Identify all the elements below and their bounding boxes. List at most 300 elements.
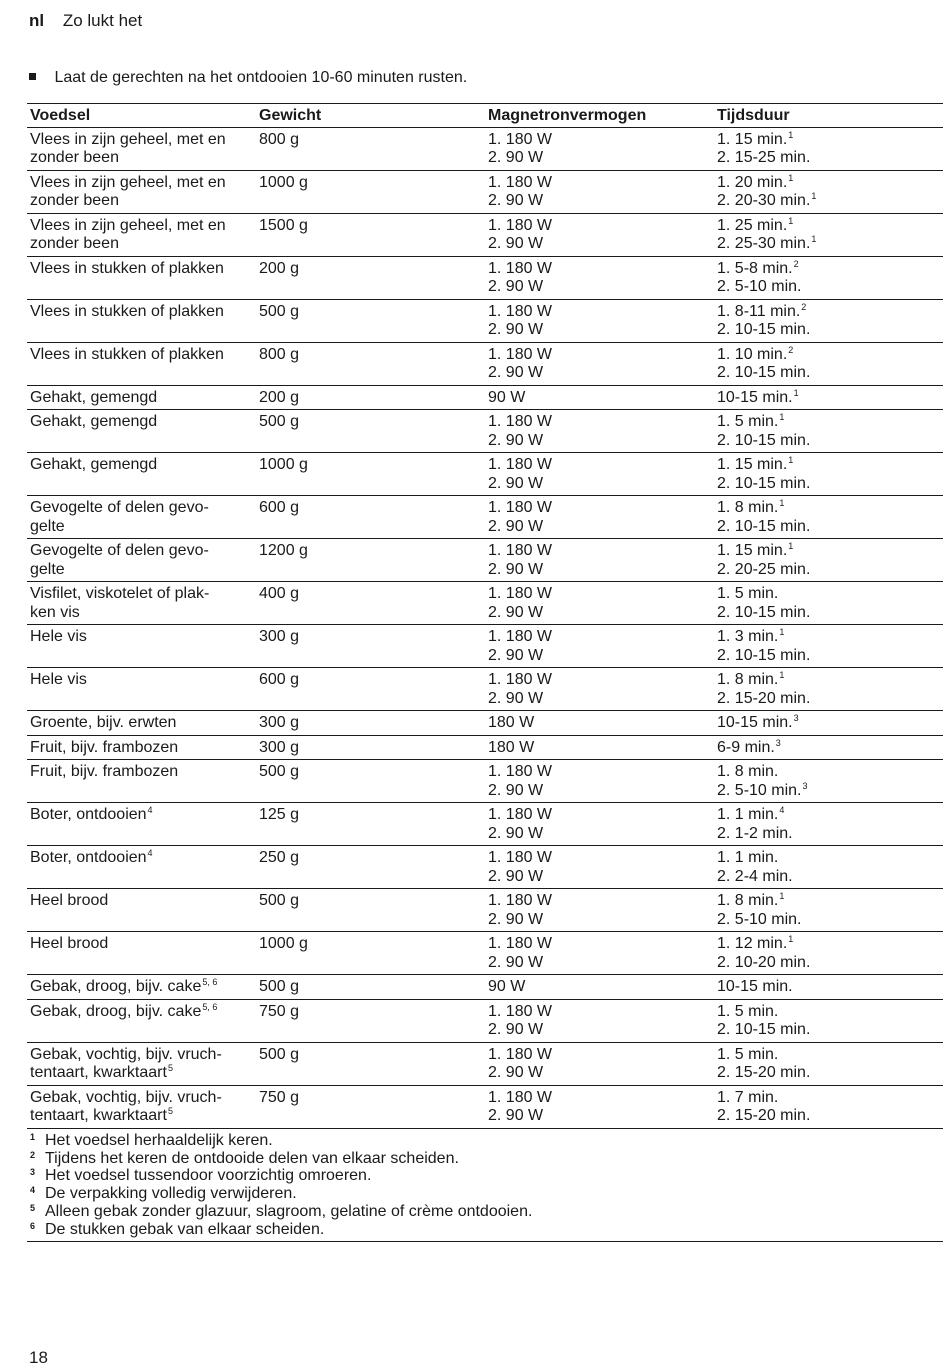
footnote-ref: 1 [788, 129, 794, 140]
cell-time [717, 1089, 943, 1126]
intro-text: Laat de gerechten na het ontdooien 10-60 minuten rusten. [54, 69, 468, 86]
time-text: 1. 25 min. [717, 216, 788, 234]
cell-food [27, 714, 259, 733]
food-text: Hele vis [30, 671, 87, 688]
cell-power [488, 714, 717, 733]
footnote-text: Tijdens het keren de ontdooide delen van elkaar scheiden. [45, 1149, 459, 1167]
time-line [717, 192, 943, 211]
footnote-ref: 4 [147, 848, 153, 858]
table-row [27, 343, 943, 386]
time-text: 1. 8 min. [717, 763, 779, 780]
cell-power [488, 456, 717, 493]
table-row [27, 171, 943, 214]
footnote-ref: 4 [147, 805, 153, 815]
food-text: Vlees in zijn geheel, met en [30, 130, 226, 148]
cell-food [27, 499, 259, 536]
food-text: Vlees in stukken of plakken [30, 345, 224, 363]
footnote-ref: 1 [779, 670, 785, 680]
time-line [717, 475, 943, 494]
defrost-table [27, 103, 943, 1129]
table-row [27, 1000, 943, 1043]
cell-food [27, 806, 259, 843]
cell-power [488, 217, 717, 254]
table-row [27, 625, 943, 668]
cell-food [27, 978, 259, 997]
cell-food [27, 628, 259, 665]
cell-power [488, 935, 717, 972]
cell-weight: 125 g [259, 806, 300, 823]
cell-time [717, 1003, 943, 1040]
cell-weight: 750 g [259, 1002, 300, 1020]
footnote-ref: 1 [793, 387, 799, 398]
time-text: 1. 5 min. [717, 413, 779, 430]
table-row [27, 214, 943, 257]
time-text: 6-9 min. [717, 738, 775, 756]
power-text: 1. 180 W [488, 302, 553, 320]
cell-time [717, 849, 943, 886]
food-text: Gehakt, gemengd [30, 413, 158, 430]
power-text: 1. 180 W [488, 1002, 553, 1020]
footnote-ref: 2 [793, 258, 799, 269]
power-text: 180 W [488, 714, 535, 731]
table-row [27, 932, 943, 975]
time-text: 2. 15-20 min. [717, 1064, 811, 1081]
cell-power [488, 389, 717, 408]
time-text: 1. 7 min. [717, 1088, 779, 1106]
power-text: 2. 90 W [488, 689, 544, 707]
footnote-ref: 1 [788, 934, 794, 944]
footnote [27, 1167, 943, 1185]
power-text: 1. 180 W [488, 413, 553, 430]
food-text: tentaart, kwarktaart$^5$ [30, 1106, 173, 1124]
food-text: zonder been [30, 235, 119, 252]
cell-time [717, 585, 943, 622]
cell-time [717, 739, 943, 758]
power-text: 1. 180 W [488, 671, 553, 688]
footnote-text: Het voedsel herhaaldelijk keren. [45, 1132, 273, 1149]
cell-time [717, 892, 943, 929]
table-row [27, 539, 943, 582]
time-line [717, 1089, 943, 1108]
footnote-ref: 3 [793, 713, 799, 723]
time-line [717, 806, 943, 825]
intro-bullet [29, 69, 467, 87]
cell-food [27, 1046, 259, 1083]
time-line [717, 868, 943, 887]
cell-food [27, 892, 259, 929]
power-text: 1. 180 W [488, 763, 553, 780]
time-line [717, 647, 943, 666]
cell-food [27, 739, 259, 758]
food-text: Vlees in stukken of plakken [30, 259, 224, 277]
cell-power [488, 739, 717, 758]
footnote-ref: 2 [788, 344, 794, 355]
power-text: 1. 180 W [488, 173, 553, 191]
cell-time [717, 346, 943, 383]
footnote [27, 1132, 943, 1150]
cell-weight: 200 g [259, 388, 300, 406]
footnote-ref: 1 [788, 455, 794, 465]
cell-power [488, 174, 717, 211]
food-text: Gevogelte of delen gevo- [30, 542, 209, 559]
time-line [717, 303, 943, 322]
cell-weight: 750 g [259, 1088, 300, 1106]
cell-weight: 500 g [259, 413, 300, 430]
power-text: 1. 180 W [488, 935, 553, 952]
language-code: nl [29, 11, 45, 30]
footnote-ref: 5, 6 [202, 1001, 218, 1012]
table-row [27, 736, 943, 761]
power-text: 2. 90 W [488, 910, 544, 928]
power-text: 1. 180 W [488, 130, 553, 148]
time-line [717, 131, 943, 150]
column-header-weight: Gewicht [259, 107, 322, 124]
footnote-ref: 1 [788, 215, 794, 226]
page-number: 18 [29, 1348, 48, 1367]
time-line [717, 1064, 943, 1083]
time-text: 2. 10-15 min. [717, 1021, 811, 1038]
table-header-row [27, 104, 943, 128]
cell-time [717, 456, 943, 493]
power-text: 90 W [488, 388, 526, 406]
food-text: zonder been [30, 192, 119, 209]
cell-power [488, 499, 717, 536]
time-line [717, 782, 943, 801]
cell-power [488, 131, 717, 168]
power-text: 2. 90 W [488, 953, 544, 971]
footnote [27, 1150, 943, 1168]
power-text: 1. 180 W [488, 345, 553, 363]
cell-weight: 500 g [259, 763, 300, 780]
cell-weight: 500 g [259, 1045, 300, 1063]
time-line [717, 174, 943, 193]
time-text: 2. 10-15 min. [717, 474, 811, 492]
food-text: Gebak, droog, bijv. cake$^{5, 6}$ [30, 977, 218, 995]
cell-time [717, 763, 943, 800]
footnote-number: 1 [30, 1132, 36, 1142]
power-text: 1. 180 W [488, 1045, 553, 1063]
cell-food [27, 542, 259, 579]
food-text: Groente, bijv. erwten [30, 714, 177, 731]
power-text: 1. 180 W [488, 1088, 553, 1106]
cell-food [27, 217, 259, 254]
cell-weight: 1000 g [259, 173, 308, 191]
power-text: 2. 90 W [488, 235, 544, 252]
power-text: 2. 90 W [488, 867, 544, 885]
food-text: Fruit, bijv. frambozen [30, 763, 179, 780]
power-text: 2. 90 W [488, 431, 544, 449]
cell-weight: 1000 g [259, 456, 308, 473]
cell-weight: 800 g [259, 345, 300, 363]
power-text: 1. 180 W [488, 216, 553, 234]
time-text: 10-15 min. [717, 978, 793, 995]
food-text: Heel brood [30, 935, 109, 952]
cell-time [717, 542, 943, 579]
footnote-text: Alleen gebak zonder glazuur, slagroom, gelatine of crème ontdooien. [45, 1202, 533, 1220]
time-text: 1. 10 min. [717, 345, 788, 363]
food-text: Vlees in zijn geheel, met en [30, 216, 226, 234]
footnote-number: 6 [30, 1220, 36, 1231]
power-text: 2. 90 W [488, 603, 544, 621]
time-line [717, 935, 943, 954]
column-header-food: Voedsel [30, 107, 91, 124]
cell-power [488, 260, 717, 297]
time-line [717, 978, 943, 997]
cell-power [488, 542, 717, 579]
cell-power [488, 849, 717, 886]
power-text: 2. 90 W [488, 364, 544, 381]
food-text: Boter, ontdooien$^4$ [30, 848, 153, 866]
footnote-number: 3 [30, 1167, 36, 1178]
footnote-ref: 5 [167, 1106, 173, 1116]
cell-food [27, 389, 259, 408]
time-line [717, 235, 943, 254]
cell-time [717, 714, 943, 733]
food-text: Boter, ontdooien$^4$ [30, 805, 153, 823]
footnote [27, 1203, 943, 1221]
cell-power [488, 585, 717, 622]
footnote-ref: 1 [788, 541, 794, 551]
time-line [717, 518, 943, 537]
power-text: 1. 180 W [488, 456, 553, 473]
time-text: 1. 12 min. [717, 935, 788, 952]
cell-food [27, 413, 259, 450]
time-line [717, 1046, 943, 1065]
footnote-ref: 1 [779, 891, 785, 901]
time-text: 1. 5 min. [717, 1002, 779, 1020]
time-line [717, 911, 943, 930]
cell-power [488, 303, 717, 340]
time-line [717, 1021, 943, 1040]
table-row [27, 257, 943, 300]
footnote-ref: 3 [775, 737, 781, 748]
time-line [717, 346, 943, 365]
table-row [27, 386, 943, 411]
cell-power [488, 671, 717, 708]
food-text: Gehakt, gemengd [30, 456, 158, 473]
time-line [717, 542, 943, 561]
power-text: 2. 90 W [488, 781, 544, 799]
cell-weight: 1000 g [259, 935, 308, 952]
time-line [717, 413, 943, 432]
cell-food [27, 763, 259, 800]
footnote-text: Het voedsel tussendoor voorzichtig omroeren. [45, 1167, 372, 1185]
time-text: 1. 1 min. [717, 849, 779, 866]
cell-power [488, 628, 717, 665]
cell-weight: 600 g [259, 499, 300, 516]
power-text: 2. 90 W [488, 278, 544, 295]
power-text: 180 W [488, 738, 535, 756]
cell-weight: 600 g [259, 671, 300, 688]
food-text: Gevogelte of delen gevo- [30, 499, 209, 516]
power-text: 2. 90 W [488, 517, 544, 535]
time-line [717, 714, 943, 733]
table-row [27, 128, 943, 171]
footnote-ref: 1 [811, 234, 817, 244]
food-text: Visfilet, viskotelet of plak- [30, 585, 210, 602]
cell-weight: 200 g [259, 259, 300, 277]
food-text: Gebak, vochtig, bijv. vruch- [30, 1045, 222, 1063]
footnote-ref: 1 [779, 627, 785, 637]
cell-power [488, 1046, 717, 1083]
cell-time [717, 628, 943, 665]
time-text: 1. 20 min. [717, 173, 788, 191]
power-text: 90 W [488, 978, 526, 995]
cell-time [717, 131, 943, 168]
footnote-ref: 3 [802, 780, 808, 791]
power-text: 2. 90 W [488, 149, 544, 166]
table-row [27, 453, 943, 496]
cell-power [488, 1089, 717, 1126]
food-text: gelte [30, 560, 65, 578]
time-line [717, 763, 943, 782]
time-text: 2. 10-15 min. [717, 321, 811, 338]
time-text: 1. 3 min. [717, 628, 779, 645]
food-text: tentaart, kwarktaart$^5$ [30, 1063, 173, 1081]
power-text: 1. 180 W [488, 499, 553, 516]
cell-weight: 1500 g [259, 216, 308, 234]
cell-power [488, 978, 717, 997]
food-text: Gebak, droog, bijv. cake$^{5, 6}$ [30, 1001, 218, 1020]
time-line [717, 739, 943, 758]
time-line [717, 389, 943, 408]
cell-time [717, 413, 943, 450]
time-line [717, 260, 943, 279]
cell-weight: 500 g [259, 978, 300, 995]
time-text: 2. 10-15 min. [717, 646, 811, 664]
food-text: Hele vis [30, 628, 87, 645]
power-text: 1. 180 W [488, 259, 553, 277]
food-text: Gehakt, gemengd [30, 388, 158, 406]
square-bullet-icon [29, 73, 36, 80]
cell-power [488, 806, 717, 843]
power-text: 1. 180 W [488, 892, 553, 909]
cell-weight: 300 g [259, 628, 300, 645]
cell-time [717, 174, 943, 211]
power-text: 2. 90 W [488, 1107, 544, 1124]
cell-weight: 250 g [259, 849, 300, 866]
cell-time [717, 806, 943, 843]
time-text: 2. 15-25 min. [717, 149, 811, 166]
table-row [27, 803, 943, 846]
time-line [717, 456, 943, 475]
footnote [27, 1185, 943, 1203]
cell-time [717, 389, 943, 408]
time-text: 2. 5-10 min. [717, 781, 802, 799]
time-text: 2. 15-20 min. [717, 689, 811, 707]
power-text: 2. 90 W [488, 560, 544, 578]
food-text: Fruit, bijv. frambozen [30, 738, 179, 756]
footnote-ref: 1 [779, 498, 785, 508]
time-text: 2. 5-10 min. [717, 278, 802, 295]
time-text: 2. 10-15 min. [717, 431, 811, 449]
cell-food [27, 346, 259, 383]
time-text: 2. 15-20 min. [717, 1107, 811, 1124]
time-line [717, 954, 943, 973]
cell-food [27, 671, 259, 708]
time-text: 1. 1 min. [717, 806, 779, 823]
cell-weight: 400 g [259, 585, 300, 602]
power-text: 1. 180 W [488, 849, 553, 866]
power-text: 1. 180 W [488, 628, 553, 645]
time-line [717, 321, 943, 340]
table-row [27, 300, 943, 343]
time-line [717, 1107, 943, 1126]
table-row [27, 1043, 943, 1086]
time-line [717, 499, 943, 518]
time-line [717, 671, 943, 690]
table-row [27, 889, 943, 932]
cell-time [717, 978, 943, 997]
footnotes [27, 1132, 943, 1242]
food-text: gelte [30, 517, 65, 535]
time-line [717, 849, 943, 868]
time-text: 1. 8 min. [717, 892, 779, 909]
power-text: 2. 90 W [488, 824, 544, 842]
food-text: Heel brood [30, 892, 109, 909]
cell-time [717, 499, 943, 536]
cell-food [27, 131, 259, 168]
food-text: Vlees in stukken of plakken [30, 302, 224, 320]
footnote-text: De verpakking volledig verwijderen. [45, 1185, 297, 1203]
footnote [27, 1221, 943, 1239]
power-text: 2. 90 W [488, 192, 544, 209]
time-text: 2. 10-15 min. [717, 603, 811, 621]
footnote-ref: 4 [779, 805, 785, 815]
table-row [27, 711, 943, 736]
cell-power [488, 892, 717, 929]
cell-time [717, 217, 943, 254]
footnote-text: De stukken gebak van elkaar scheiden. [45, 1220, 325, 1238]
footnote-number: 5 [30, 1202, 36, 1213]
time-text: 1. 5 min. [717, 585, 779, 602]
time-line [717, 432, 943, 451]
time-text: 2. 25-30 min. [717, 235, 811, 252]
footnote-ref: 1 [811, 191, 817, 201]
time-text: 1. 5 min. [717, 1045, 779, 1063]
table-row [27, 975, 943, 1000]
food-text: ken vis [30, 603, 80, 621]
cell-weight: 300 g [259, 714, 300, 731]
footnote-ref: 2 [801, 301, 807, 312]
cell-power [488, 346, 717, 383]
time-text: 2. 20-30 min. [717, 192, 811, 209]
time-line [717, 628, 943, 647]
cell-time [717, 260, 943, 297]
time-text: 2. 2-4 min. [717, 867, 793, 885]
time-text: 2. 10-20 min. [717, 953, 811, 971]
time-text: 10-15 min. [717, 388, 793, 406]
column-header-power: Magnetronvermogen [488, 107, 647, 124]
cell-weight: 800 g [259, 130, 300, 148]
cell-food [27, 303, 259, 340]
table-row [27, 760, 943, 803]
cell-food [27, 849, 259, 886]
column-header-time: Tijdsduur [717, 107, 790, 124]
cell-power [488, 1003, 717, 1040]
table-row [27, 846, 943, 889]
time-text: 1. 15 min. [717, 130, 788, 148]
power-text: 2. 90 W [488, 474, 544, 492]
power-text: 2. 90 W [488, 646, 544, 664]
time-text: 1. 8 min. [717, 671, 779, 688]
time-line [717, 1003, 943, 1022]
time-text: 1. 5-8 min. [717, 259, 793, 277]
time-text: 1. 8-11 min. [717, 302, 801, 320]
time-text: 10-15 min. [717, 714, 793, 731]
cell-food [27, 1003, 259, 1040]
page-header [29, 11, 142, 31]
